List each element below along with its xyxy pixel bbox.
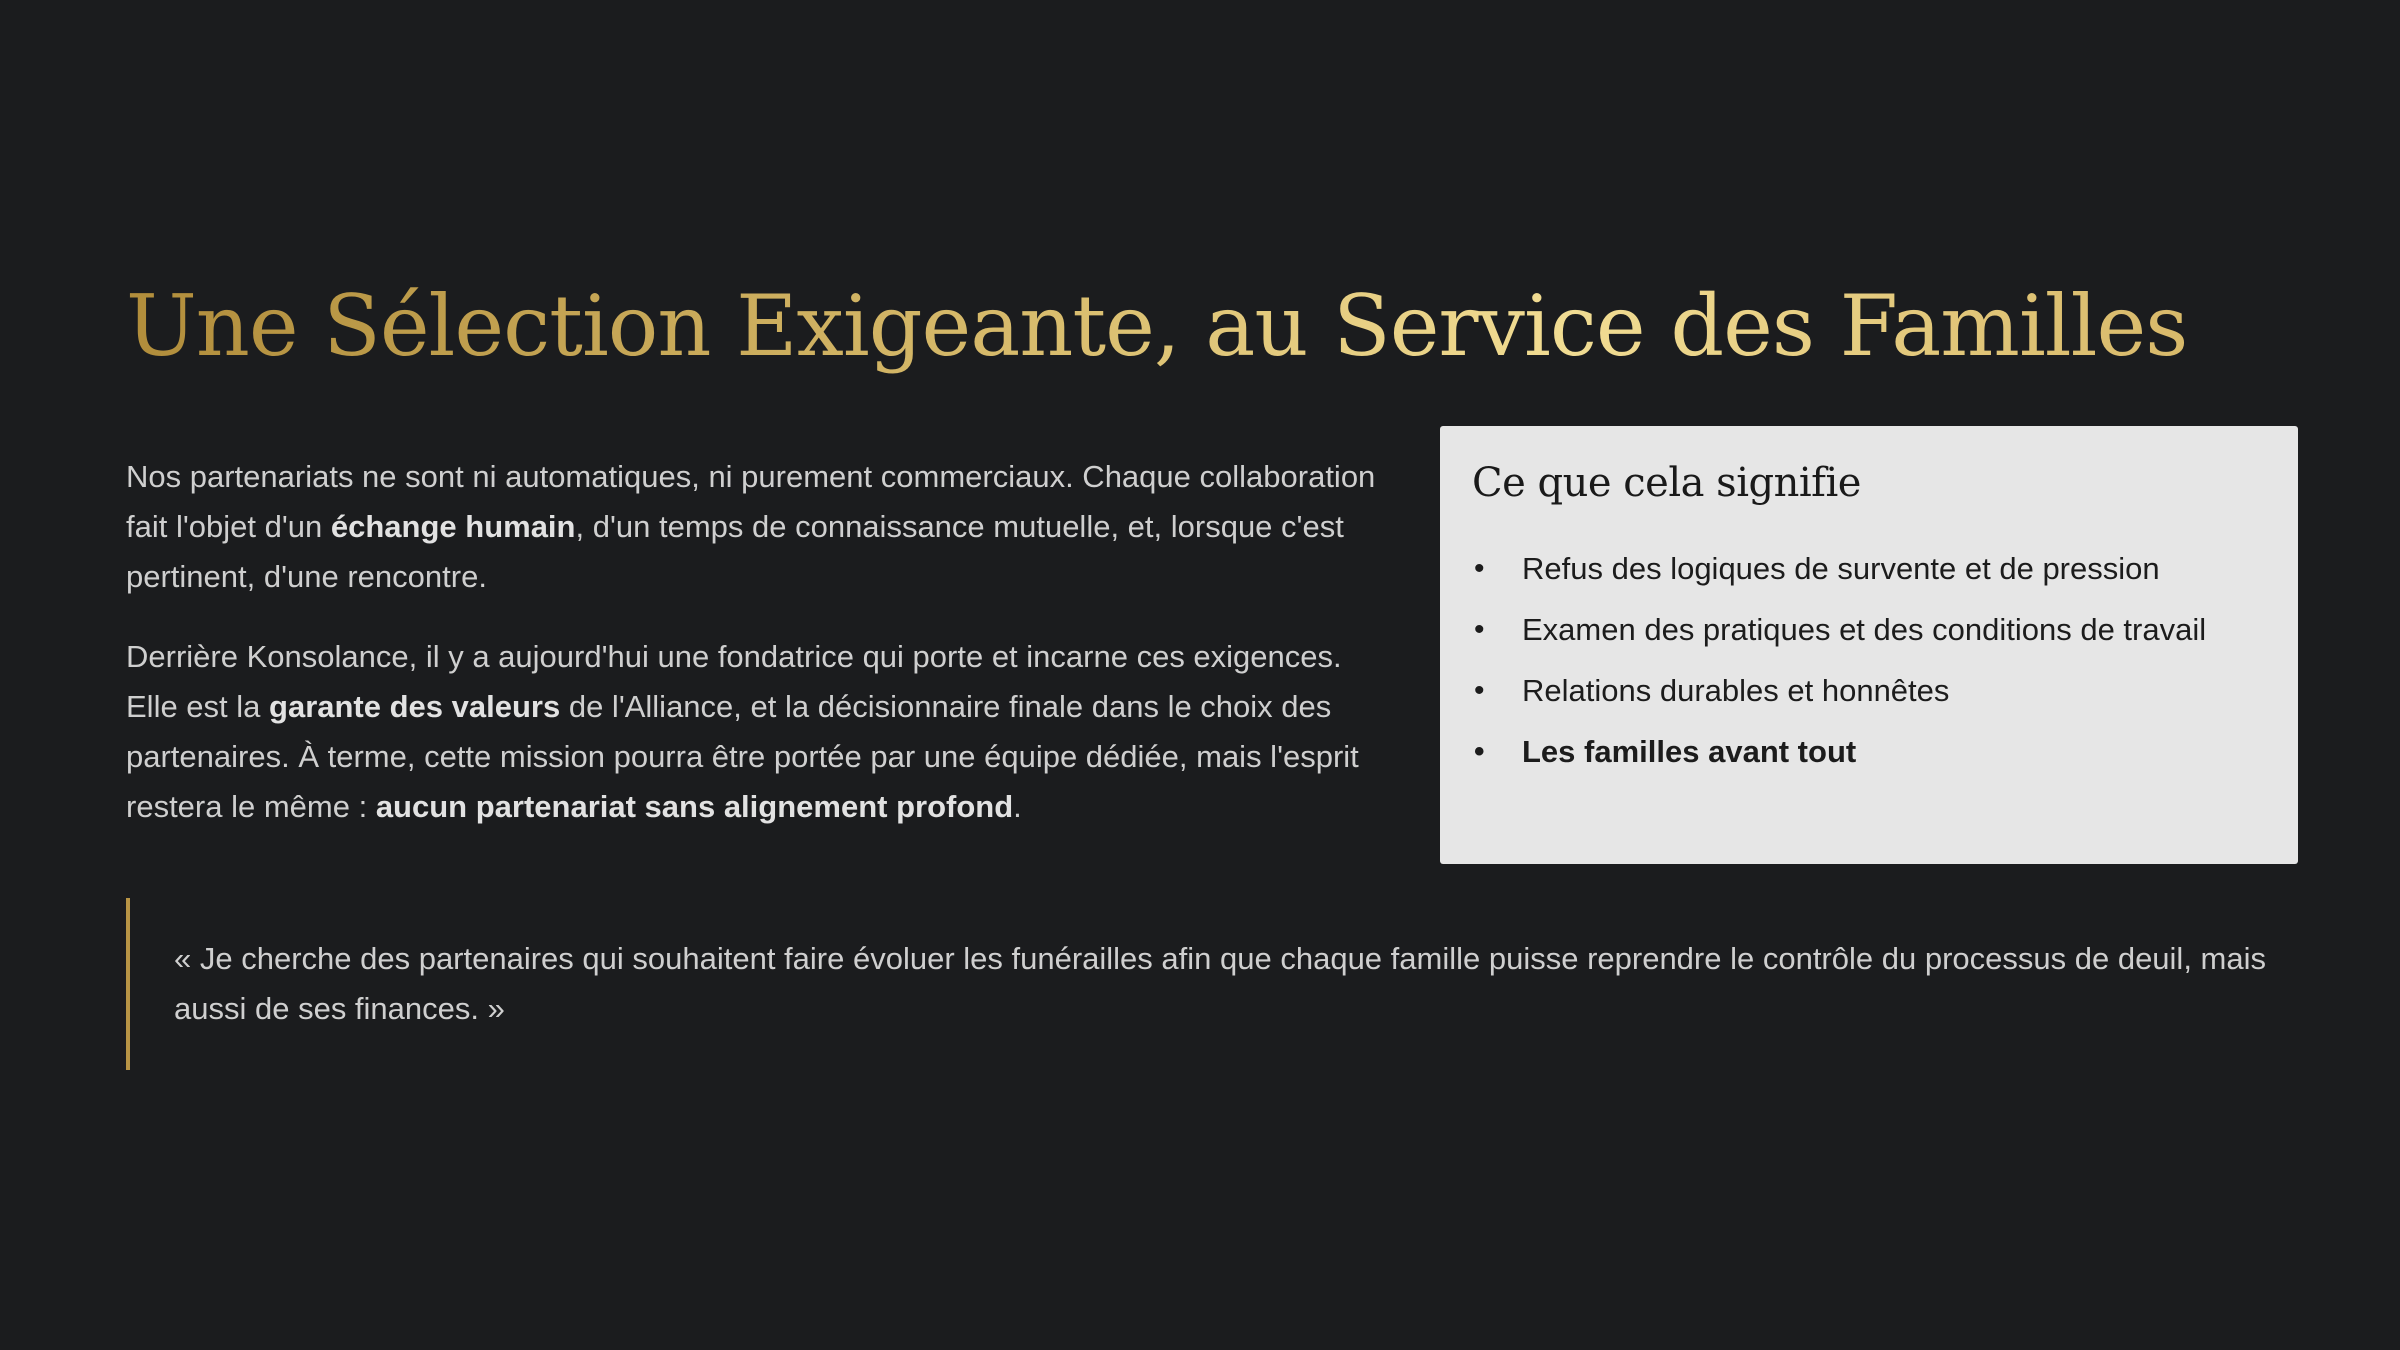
- list-item: [1472, 599, 2266, 660]
- bullet-icon: •: [1474, 613, 1485, 646]
- paragraph-text: .: [1013, 789, 1022, 824]
- emphasis-text: aucun partenariat sans alignement profond: [375, 789, 1014, 824]
- paragraph-founder: [126, 632, 1386, 832]
- meaning-card: [1440, 426, 2298, 864]
- intro-text: [126, 452, 1386, 862]
- list-item: [1472, 660, 2266, 721]
- paragraph-text: , d'un temps de connaissance mutuelle, et, lorsque c'est pertinent, d'une rencontre.: [126, 509, 1344, 594]
- founder-quote: [126, 898, 2266, 1070]
- list-item-label: Relations durables et honnêtes: [1522, 673, 1950, 708]
- paragraph-text: Derrière Konsolance, il y a aujourd'hui une fondatrice qui porte et incarne ces exigences. Elle est la: [126, 639, 1342, 724]
- emphasis-text: échange humain: [330, 509, 576, 544]
- paragraph-text: de l'Alliance, et la décisionnaire finale dans le choix des partenaires. À terme, cette mission pourra être portée par une équipe dédiée, mais l'esprit restera le même :: [126, 689, 1359, 824]
- list-item-label: Examen des pratiques et des conditions de travail: [1522, 612, 2207, 647]
- page-title: Une Sélection Exigeante, au Service des Familles: [126, 266, 2187, 386]
- bullet-icon: •: [1474, 552, 1485, 585]
- meaning-list: [1472, 538, 2266, 782]
- list-item-label: Refus des logiques de survente et de pression: [1522, 551, 2160, 586]
- list-item-label: Les familles avant tout: [1522, 734, 1857, 769]
- list-item: [1472, 538, 2266, 599]
- emphasis-text: garante des valeurs: [269, 689, 561, 724]
- paragraph-text: Nos partenariats ne sont ni automatiques, ni purement commerciaux. Chaque collaboration fait l'objet d'un: [126, 459, 1376, 544]
- bullet-icon: •: [1474, 735, 1485, 768]
- list-item: [1472, 721, 2266, 782]
- quote-text: « Je cherche des partenaires qui souhaitent faire évoluer les funérailles afin que chaque famille puisse reprendre le contrôle du processus de deuil, mais aussi de ses finances. »: [174, 941, 2267, 1026]
- card-title: Ce que cela signifie: [1472, 460, 1861, 506]
- bullet-icon: •: [1474, 674, 1485, 707]
- paragraph-partnerships: [126, 452, 1386, 602]
